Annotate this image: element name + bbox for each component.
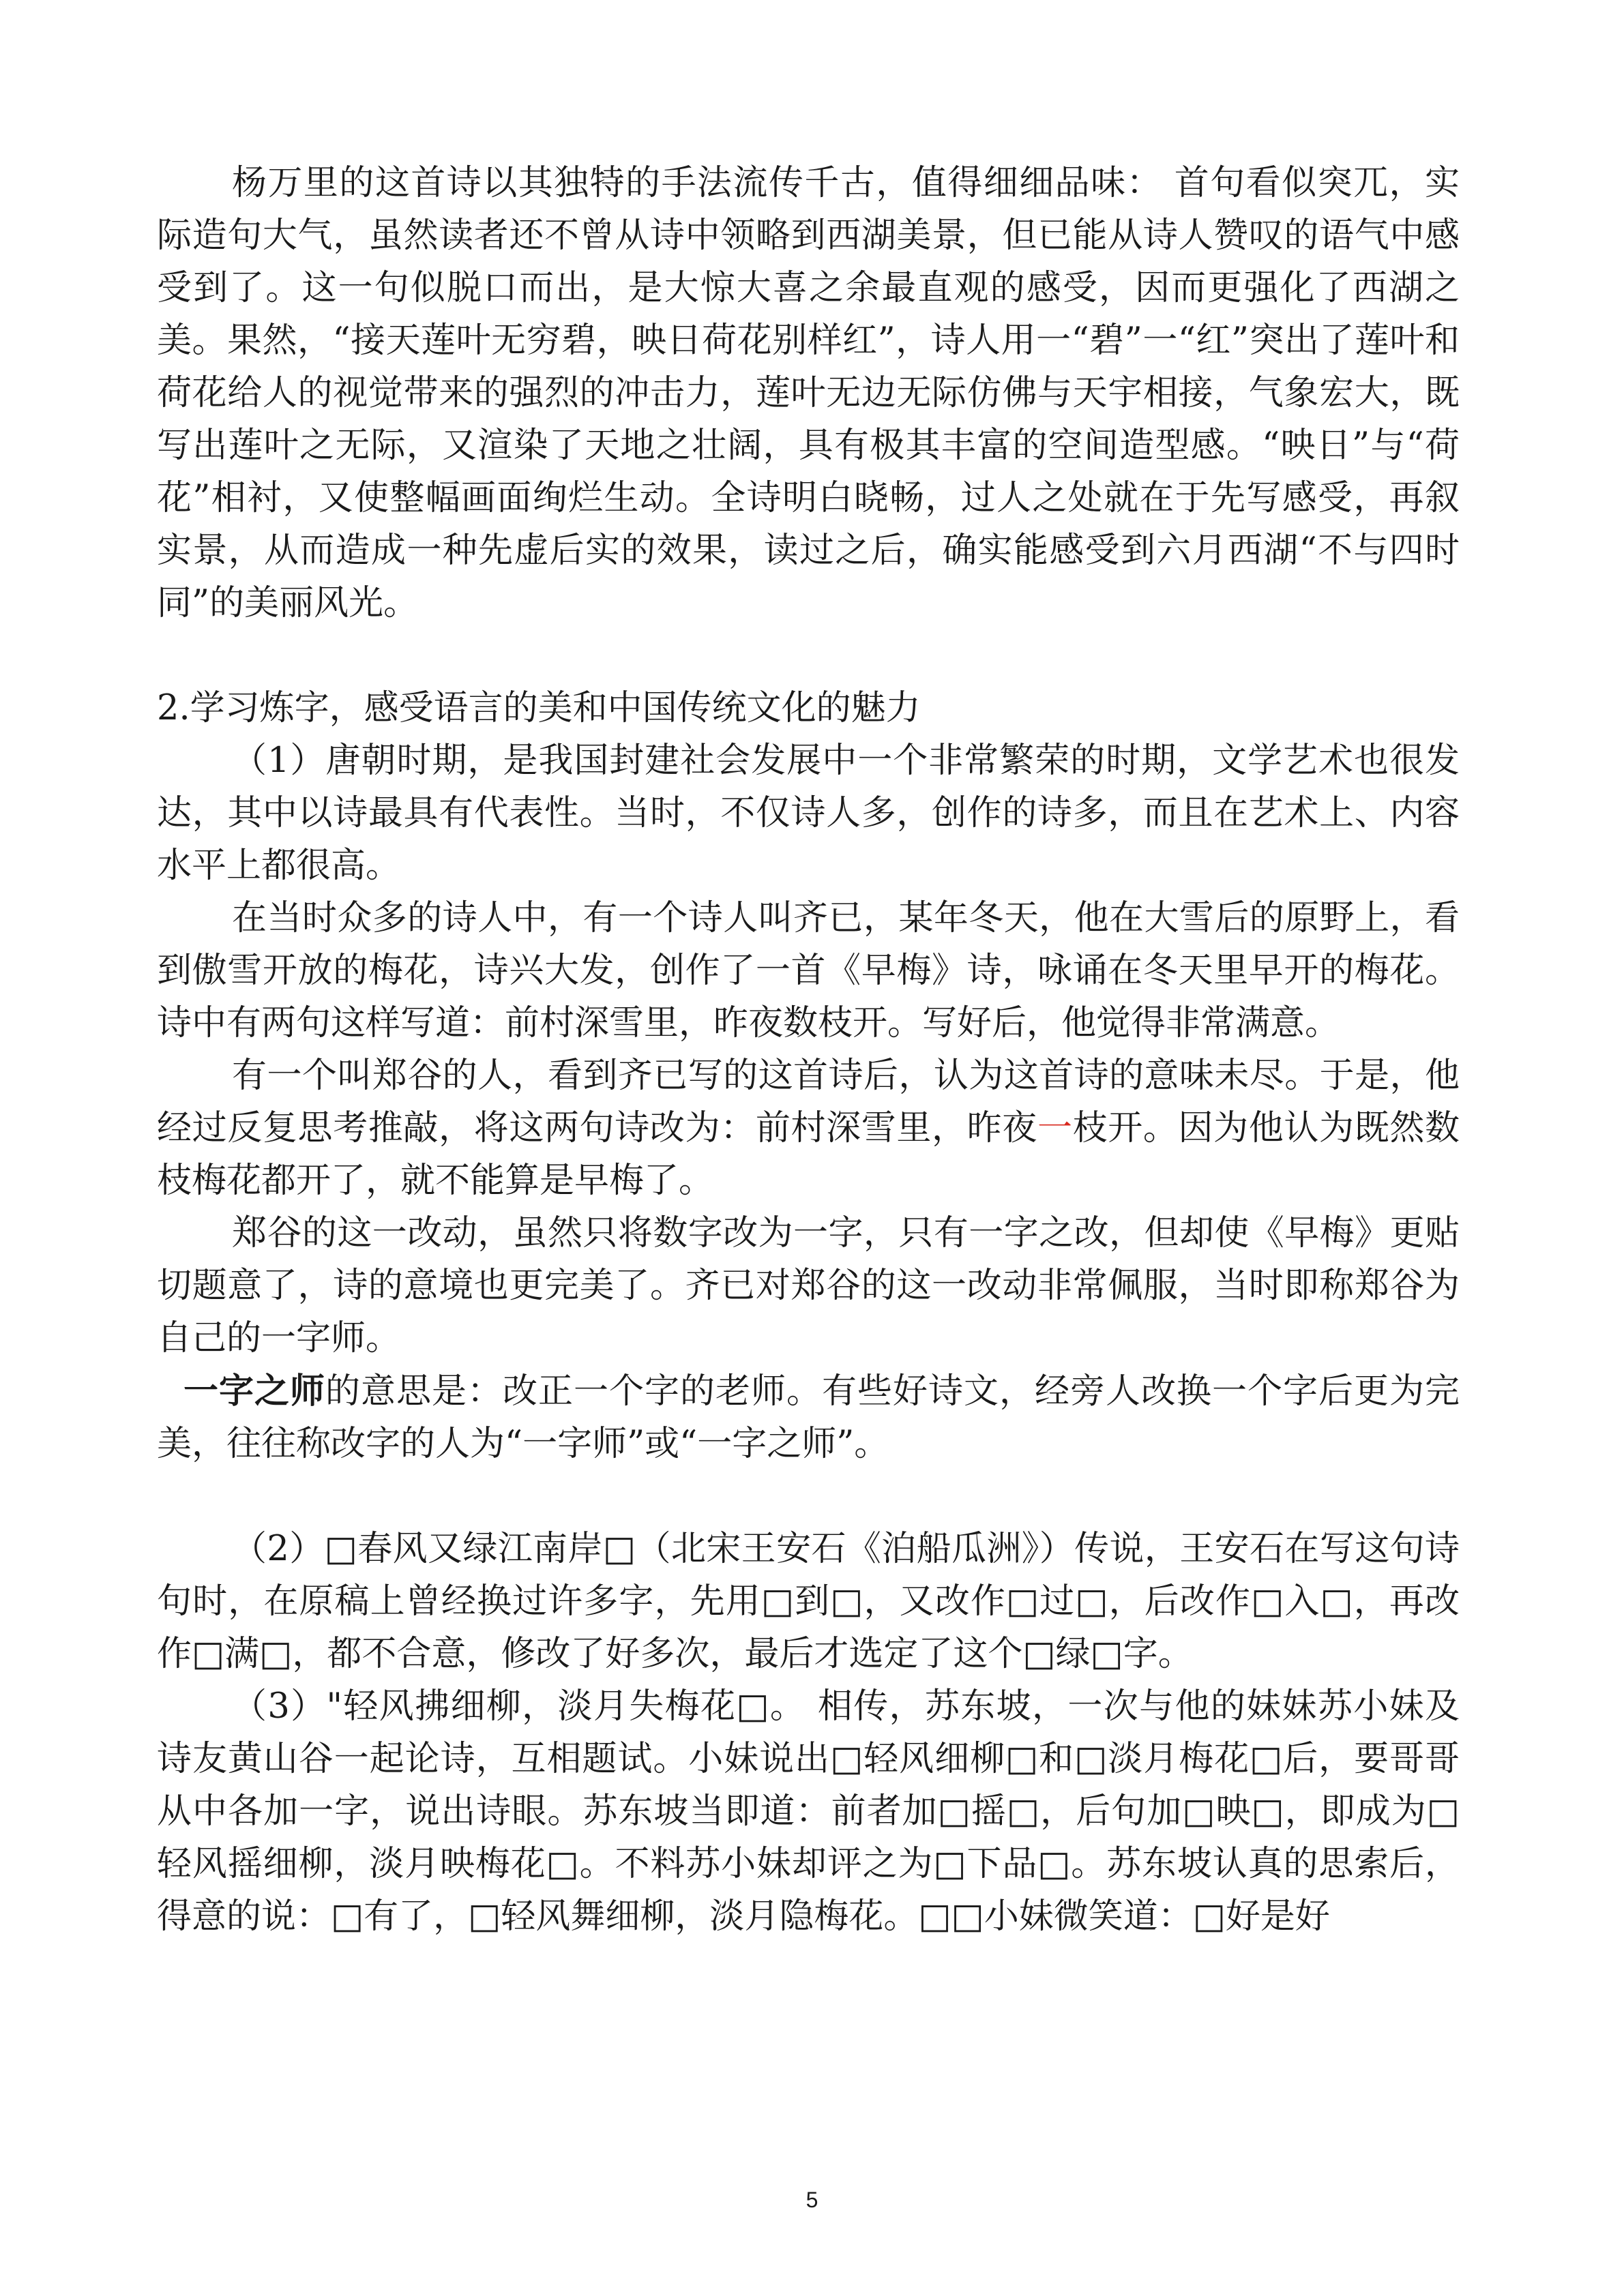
definition-text: 的意思是：改正一个字的老师。有些好诗文，经旁人改换一个字后更为完美，往往称改字的人为“一字师”或“一字之师”。 [157, 1371, 1460, 1464]
spacer [157, 1470, 1460, 1523]
spacer [157, 629, 1460, 682]
paragraph-definition [157, 1365, 1460, 1470]
paragraph-one-word-teacher: 郑谷的这一改动，虽然只将数字改为一字，只有一字之改，但却使《早梅》更贴切题意了，诗的意境也更完美了。齐已对郑谷的这一改动非常佩服，当时即称郑谷为自己的一字师。 [157, 1213, 1460, 1358]
page-number: 5 [806, 2188, 818, 2212]
revised-character: 一 [1037, 1108, 1073, 1148]
paragraph-tang-dynasty: （1）唐朝时期，是我国封建社会发展中一个非常繁荣的时期，文学艺术也很发达，其中以诗最具有代表性。当时，不仅诗人多，创作的诗多，而且在艺术上、内容水平上都很高。 [157, 741, 1460, 886]
revision-text-after: 枝开。因为他认为既然数枝梅花都开了，就不能算是早梅了。 [157, 1108, 1460, 1201]
paragraph-wang-anshi: （2）□春风又绿江南岸□（北宋王安石《泊船瓜洲》）传说，王安石在写这句诗句时，在原稿上曾经换过许多字，先用□到□，又改作□过□，后改作□入□，再改作□满□，都不合意，修改了好多次，最后才选定了这个□绿□字。 [157, 1529, 1460, 1674]
paragraph-su-dongpo: （3）"轻风拂细柳，淡月失梅花□。 相传，苏东坡，一次与他的妹妹苏小妹及诗友黄山谷一起论诗，互相题试。小妹说出□轻风细柳□和□淡月梅花□后，要哥哥从中各加一字，说出诗眼。苏东坡当即道：前者加□摇□，后句加□映□，即成为□轻风摇细柳，淡月映梅花□。不料苏小妹却评之为□下品□。苏东坡认真的思索后，得意的说：□有了，□轻风舞细柳，淡月隐梅花。□□小妹微笑道：□好是好 [157, 1686, 1460, 1937]
section-heading: 2.学习炼字，感受语言的美和中国传统文化的魅力 [157, 688, 921, 728]
paragraph-zheng-gu-revision [157, 1049, 1460, 1207]
paragraph-qiji-early-plum: 在当时众多的诗人中，有一个诗人叫齐已，某年冬天，他在大雪后的原野上，看到傲雪开放的梅花，诗兴大发，创作了一首《早梅》诗，咏诵在冬天里早开的梅花。诗中有两句这样写道：前村深雪里，昨夜数枝开。写好后，他觉得非常满意。 [157, 898, 1460, 1043]
paragraph-poem-analysis: 杨万里的这首诗以其独特的手法流传千古，值得细细品味： 首句看似突兀，实际造句大气，虽然读者还不曾从诗中领略到西湖美景，但已能从诗人赞叹的语气中感受到了。这一句似脱口而出，是大惊大喜之余最直观的感受，因而更强化了西湖之美。果然，“接天莲叶无穷碧，映日荷花别样红”，诗人用一“碧”一“红”突出了莲叶和荷花给人的视觉带来的强烈的冲击力，莲叶无边无际仿佛与天宇相接，气象宏大，既写出莲叶之无际，又渲染了天地之壮阔，具有极其丰富的空间造型感。“映日”与“荷花”相衬，又使整幅画面绚烂生动。全诗明白晓畅，过人之处就在于先写感受，再叙实景，从而造成一种先虚后实的效果，读过之后，确实能感受到六月西湖“不与四时同”的美丽风光。 [157, 163, 1460, 623]
defined-term: 一字之师 [183, 1371, 325, 1410]
page-body [157, 157, 1460, 1943]
revision-text-before: 有一个叫郑谷的人，看到齐已写的这首诗后，认为这首诗的意味未尽。于是，他经过反复思考推敲，将这两句诗改为：前村深雪里，昨夜 [157, 1056, 1460, 1148]
